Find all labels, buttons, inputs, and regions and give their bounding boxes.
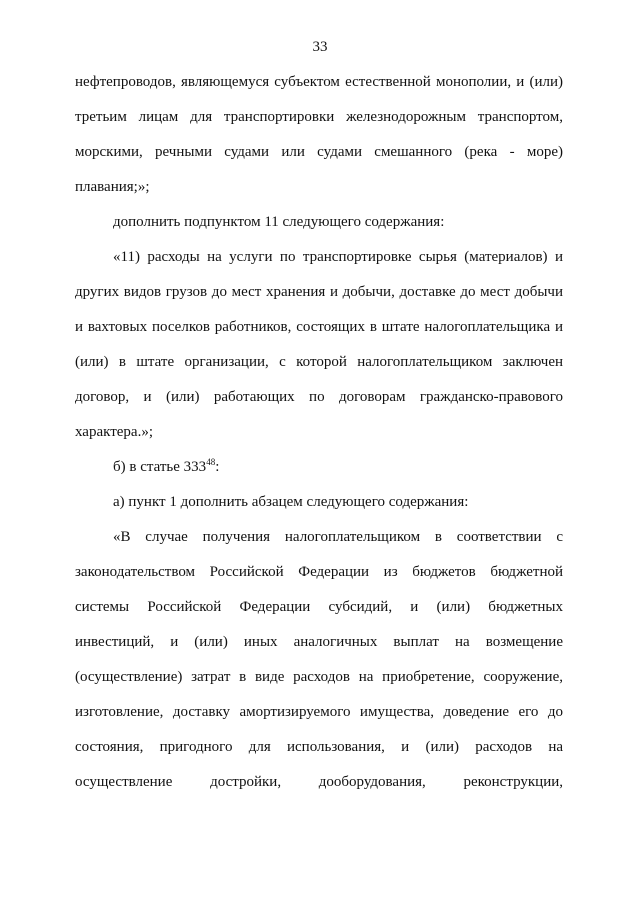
text-line: осуществление достройки, дооборудования, реконструкции, [75,774,563,790]
text-line: третьим лицам для транспортировки железнодорожным транспортом, [75,109,563,125]
text-line: характера.»; [75,424,153,440]
text-line: законодательством Российской Федерации из бюджетов бюджетной [75,564,563,580]
text-line [113,457,563,477]
text-line: нефтепроводов, являющемуся субъектом естественной монополии, и (или) [75,74,563,90]
text-line: договор, и (или) работающих по договорам гражданско-правового [75,389,563,405]
text-line: морскими, речными судами или судами смешанного (река - море) [75,144,563,160]
text-line: других видов грузов до мест хранения и добычи, доставке до мест добычи [75,284,563,300]
text-segment: б) в статье 333 [113,459,207,475]
text-line: и вахтовых поселков работников, состоящих в штате налогоплательщика и [75,319,563,335]
text-line: инвестиций, и (или) иных аналогичных выплат на возмещение [75,634,563,650]
text-line: изготовление, доставку амортизируемого имущества, доведение его до [75,704,563,720]
text-line: «В случае получения налогоплательщиком в соответствии с [113,529,563,545]
text-line: дополнить подпунктом 11 следующего содержания: [113,214,445,230]
text-line: системы Российской Федерации субсидий, и (или) бюджетных [75,599,563,615]
article-superscript: 48 [206,457,216,467]
text-line: а) пункт 1 дополнить абзацем следующего содержания: [113,494,469,510]
text-line: (или) в штате организации, с которой налогоплательщиком заключен [75,354,563,370]
text-line: (осуществление) затрат в виде расходов на приобретение, сооружение, [75,669,563,685]
page-number: 33 [312,39,328,55]
text-line: плавания;»; [75,179,150,195]
text-line: состояния, пригодного для использования, и (или) расходов на [75,739,563,755]
text-segment: : [215,459,220,475]
text-line: «11) расходы на услуги по транспортировке сырья (материалов) и [113,249,563,265]
